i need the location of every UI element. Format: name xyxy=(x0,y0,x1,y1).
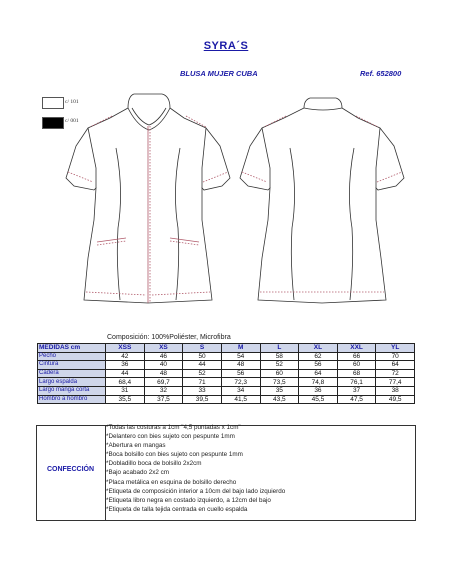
back-view xyxy=(240,98,404,303)
table-cell: 36 xyxy=(106,361,145,370)
table-cell: 64 xyxy=(299,369,338,378)
table-cell: 73,5 xyxy=(260,378,299,387)
brand-title: SYRA´S xyxy=(203,40,249,52)
table-cell: 52 xyxy=(260,361,299,370)
header-cell: XS xyxy=(144,344,183,353)
row-label: Hombro a hombro xyxy=(38,395,106,404)
table-cell: 68,4 xyxy=(106,378,145,387)
table-cell: 56 xyxy=(299,361,338,370)
table-cell: 44 xyxy=(183,361,222,370)
header-cell: S xyxy=(183,344,222,353)
table-cell: 35 xyxy=(260,386,299,395)
header-cell: M xyxy=(221,344,260,353)
header-cell: XSS xyxy=(106,344,145,353)
header-cell: YL xyxy=(376,344,415,353)
table-row xyxy=(38,378,415,387)
table-cell: 48 xyxy=(144,369,183,378)
table-cell: 70 xyxy=(376,352,415,361)
color-code-001: c/ 001 xyxy=(65,118,79,124)
list-item: *Boca bolsillo con bies sujeto con pespunte 1mm xyxy=(106,451,243,459)
color-code-101: c/ 101 xyxy=(65,99,79,105)
confection-notes xyxy=(106,423,285,514)
table-cell: 71 xyxy=(183,378,222,387)
table-cell: 64 xyxy=(376,361,415,370)
row-label: Cadera xyxy=(38,369,106,378)
table-cell: 60 xyxy=(337,361,376,370)
table-cell: 31 xyxy=(106,386,145,395)
table-row xyxy=(38,352,415,361)
table-cell: 77,4 xyxy=(376,378,415,387)
header-cell: L xyxy=(260,344,299,353)
table-cell: 62 xyxy=(299,352,338,361)
row-label: Largo espalda xyxy=(38,378,106,387)
reference-number: Ref. 652800 xyxy=(360,69,402,78)
table-row xyxy=(38,361,415,370)
list-item: *Placa metálica en esquina de bolsillo derecho xyxy=(106,478,237,486)
list-item: *Todas las costuras a 1cm "4,5 puntadas x 1cm" xyxy=(106,424,241,431)
table-cell: 60 xyxy=(260,369,299,378)
table-cell: 69,7 xyxy=(144,378,183,387)
list-item: *Delantero con bies sujeto con pespunte 1mm xyxy=(106,433,235,441)
table-cell: 38 xyxy=(376,386,415,395)
list-item: *Dobladillo boca de bolsillo 2x2cm xyxy=(106,460,202,468)
list-item: *Etiqueta libro negra en costado izquierdo, a 12cm del bajo xyxy=(106,496,271,504)
table-cell: 37,5 xyxy=(144,395,183,404)
table-cell: 40 xyxy=(144,361,183,370)
table-row xyxy=(38,386,415,395)
row-label: Cintura xyxy=(38,361,106,370)
table-cell: 33 xyxy=(183,386,222,395)
table-cell: 54 xyxy=(221,352,260,361)
header-cell: XXL xyxy=(337,344,376,353)
table-cell: 41,5 xyxy=(221,395,260,404)
table-cell: 45,5 xyxy=(299,395,338,404)
table-cell: 36 xyxy=(299,386,338,395)
list-item: *Etiqueta de talla tejida centrada en cuello espalda xyxy=(106,505,248,513)
table-row xyxy=(38,395,415,404)
table-cell: 34 xyxy=(221,386,260,395)
table-cell: 32 xyxy=(144,386,183,395)
table-cell: 39,5 xyxy=(183,395,222,404)
header-cell: XL xyxy=(299,344,338,353)
table-cell: 58 xyxy=(260,352,299,361)
table-cell: 66 xyxy=(337,352,376,361)
list-item: *Etiqueta de composición interior a 10cm del bajo lado izquierdo xyxy=(106,487,286,495)
list-item: *Bajo acabado 2x2 cm xyxy=(106,469,170,477)
list-item: *Abertura en mangas xyxy=(106,442,166,450)
model-name: BLUSA MUJER CUBA xyxy=(180,69,258,78)
table-cell: 44 xyxy=(106,369,145,378)
table-cell: 72,3 xyxy=(221,378,260,387)
table-cell: 35,5 xyxy=(106,395,145,404)
table-cell: 43,5 xyxy=(260,395,299,404)
table-cell: 42 xyxy=(106,352,145,361)
size-table-header xyxy=(38,344,415,353)
table-cell: 74,8 xyxy=(299,378,338,387)
table-cell: 52 xyxy=(183,369,222,378)
front-view xyxy=(66,94,230,303)
table-cell: 37 xyxy=(337,386,376,395)
table-cell: 48 xyxy=(221,361,260,370)
confection-label: CONFECCIÓN xyxy=(46,466,95,473)
table-cell: 76,1 xyxy=(337,378,376,387)
size-table xyxy=(37,343,415,404)
table-cell: 49,5 xyxy=(376,395,415,404)
table-cell: 72 xyxy=(376,369,415,378)
header-cell: MEDIDAS cm xyxy=(38,344,106,353)
composition-text: Composición: 100%Poliéster, Microfibra xyxy=(107,334,231,341)
table-row xyxy=(38,369,415,378)
row-label: Pecho xyxy=(38,352,106,361)
table-cell: 50 xyxy=(183,352,222,361)
table-cell: 47,5 xyxy=(337,395,376,404)
row-label: Largo manga corta xyxy=(38,386,106,395)
table-cell: 46 xyxy=(144,352,183,361)
table-cell: 68 xyxy=(337,369,376,378)
table-cell: 56 xyxy=(221,369,260,378)
